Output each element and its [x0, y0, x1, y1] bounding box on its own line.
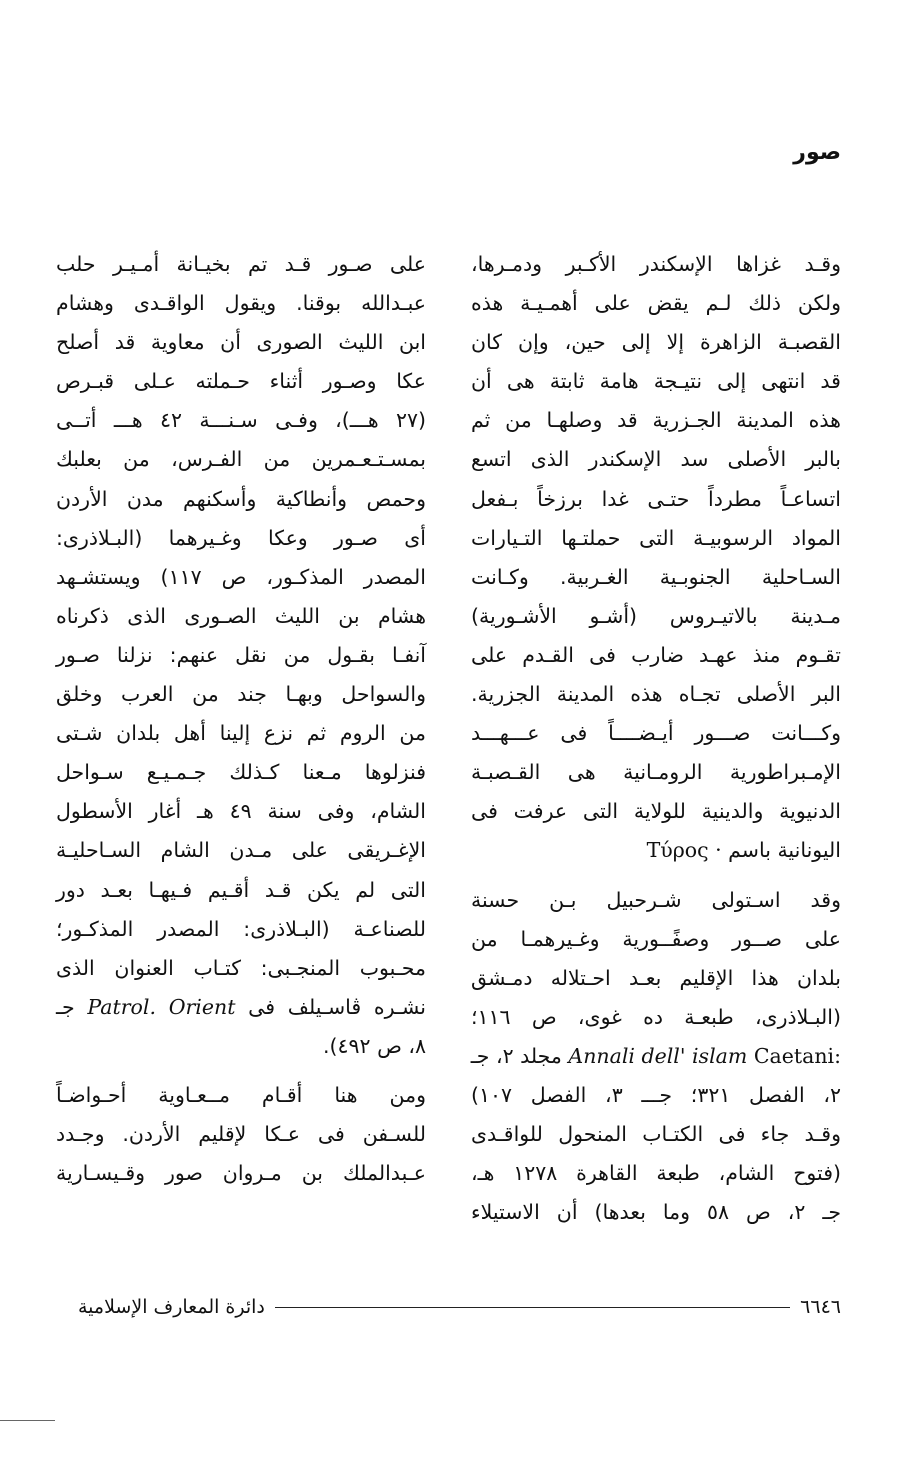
- text-line: ابن الليث الصورى أن معاوية قد أصلح: [56, 330, 426, 355]
- text-line: على صـور قـد تم بخيـانة أمـيـر حلب: [56, 252, 426, 276]
- text-line: فنزلوها مـعنا كـذلك جـمـيـع سـواحل: [56, 760, 426, 785]
- text-line: وقـد جاء فى الكتـاب المنحول للواقـدى: [471, 1122, 841, 1147]
- text-line: [471, 831, 841, 870]
- text-line: الدنيوية والدينية للولاية التى عرفت فى: [471, 799, 841, 824]
- text-line: التى لم يكن قـد أقـيم فـيهـا بعـد دور: [56, 877, 426, 902]
- text-line: القصبـة الزاهرة إلا إلى حين، وإن كان: [471, 330, 841, 355]
- text-line: على صــور وصفًــورية وغـيرهمـا من: [471, 926, 841, 951]
- text-line: (البـلاذرى، طبعـة ده غوى، ص ١١٦؛: [471, 1004, 841, 1029]
- citation-author: Caetani:: [753, 1043, 841, 1068]
- text-line: ومن هنا أقـام مــعـاوية أحـواضـاً: [56, 1082, 426, 1107]
- text-line: للصناعـة (البـلاذرى: المصدر المذكـور؛: [56, 916, 426, 941]
- text-line: عكا وصـور أثناء حـملته عـلى قبـرص: [56, 369, 426, 394]
- text-line: والسواحل وبهـا جند من العرب وخلق: [56, 682, 426, 707]
- text-line: بالبر الأصلى سد الإسكندر الذى اتسع: [471, 447, 841, 472]
- text-line: بمسـتـعـمرين من الفـرس، من بعلبك: [56, 447, 426, 472]
- text-line: عبـدالله بوقنا. ويقول الواقـدى وهشام: [56, 291, 426, 316]
- text-line: ولكن ذلك لـم يقض على أهمـيـة هذه: [471, 291, 841, 316]
- publication-title: دائرة المعارف الإسلامية: [78, 1296, 265, 1318]
- text-line: أى صـور وعكا وغـيرهما (البـلاذرى:: [56, 525, 426, 550]
- text-fragment: جـ: [56, 994, 75, 1019]
- text-fragment: نشـره ڤاسـيلف فى: [248, 994, 426, 1019]
- text-line: عـبدالملك بن مـروان صور وقـيسـارية: [56, 1161, 426, 1186]
- citation-title: Annali dell' islam: [568, 1043, 748, 1068]
- text-line: آنفـا بقـول من نقل عنهم: نزلنا صـور: [56, 642, 426, 667]
- running-header: صور: [793, 140, 841, 165]
- paragraph-4: [56, 1076, 426, 1193]
- text-line: الإمـبراطورية الرومـانية هى القـصبـة: [471, 760, 841, 785]
- text-line: وقـد غزاها الإسكندر الأكـبر ودمـرها،: [471, 252, 841, 276]
- text-line: وكـــانت صـــور أيـضــــاً فى عـــهـــد: [471, 721, 841, 746]
- text-line: ٢، الفصل ٣٢١؛ جـــ ٣، الفصل ١٠٧): [471, 1082, 842, 1107]
- text-line: السـاحلية الجنوبـية الغـربية. وكـانت: [471, 564, 841, 589]
- paragraph-1: [471, 245, 841, 871]
- text-line: اتساعـاً مطرداً حتـى غدا برزخاً بـفعل: [471, 486, 841, 511]
- text-line: الشام، وفى سنة ٤٩ هـ أغار الأسطول: [56, 799, 426, 824]
- text-line: البر الأصلى تجـاه هذه المدينة الجزرية.: [471, 682, 841, 707]
- text-line: [56, 988, 426, 1027]
- greek-term: Τύρος ·: [646, 838, 722, 863]
- text-line: وحمص وأنطاكية وأسكنهم مدن الأردن: [56, 486, 426, 511]
- citation-title: Patrol. Orient: [87, 994, 236, 1019]
- text-fragment: اليونانية باسم: [728, 838, 841, 863]
- text-line: مـدينة بالاتيـروس (أشـو الأشـورية): [471, 603, 841, 628]
- paragraph-3: [56, 245, 426, 1066]
- text-line: المواد الرسوبيـة التى حملتـها التـيارات: [471, 525, 841, 550]
- text-line: تقـوم منذ عهـد ضارب فى القـدم على: [471, 642, 841, 667]
- text-line: بلدان هذا الإقليم بعـد احـتلاله دمـشق: [471, 965, 841, 990]
- footer-divider: [275, 1307, 790, 1308]
- column-left: [56, 245, 426, 1193]
- text-line: ٨، ص ٤٩٢).: [322, 1033, 426, 1058]
- text-line: وقد اسـتولى شـرحبيل بـن حسنة: [471, 887, 841, 912]
- text-line: المصدر المذكـور، ص ١١٧) ويستشـهد: [56, 564, 426, 589]
- text-line: الإغـريقى على مـدن الشام السـاحليـة: [56, 838, 426, 863]
- page-footer: [78, 1296, 841, 1318]
- text-line: للسـفن فى عـكا لإقليم الأردن. وجـدد: [56, 1122, 426, 1147]
- text-line: محـبوب المنجـبى: كتـاب العنوان الذى: [56, 955, 426, 980]
- text-line: هذه المدينة الجـزرية قد وصلهـا من ثم: [471, 408, 841, 433]
- text-line: [471, 1037, 841, 1076]
- text-line: (٢٧ هـــ)، وفـى سـنـــة ٤٢ هـــ أتــى: [56, 408, 426, 433]
- text-fragment: مجلد ٢، جـ: [470, 1043, 562, 1068]
- page-number: ٦٦٤٦: [800, 1296, 841, 1318]
- paragraph-2: [471, 881, 841, 1233]
- margin-mark: [0, 1420, 55, 1421]
- text-line: من الروم ثم نزع إلينا أهل بلدان شـتى: [56, 721, 426, 746]
- column-right: [471, 245, 841, 1232]
- text-line: (فتوح الشام، طبعة القاهرة ١٢٧٨ هـ،: [471, 1161, 841, 1186]
- text-line: هشام بن الليث الصـورى الذى ذكرناه: [56, 603, 426, 628]
- text-line: قد انتهى إلى نتيـجة هامة ثابتة هى أن: [471, 369, 841, 394]
- text-line: جـ ٢، ص ٥٨ وما بعدها) أن الاستيلاء: [471, 1200, 842, 1225]
